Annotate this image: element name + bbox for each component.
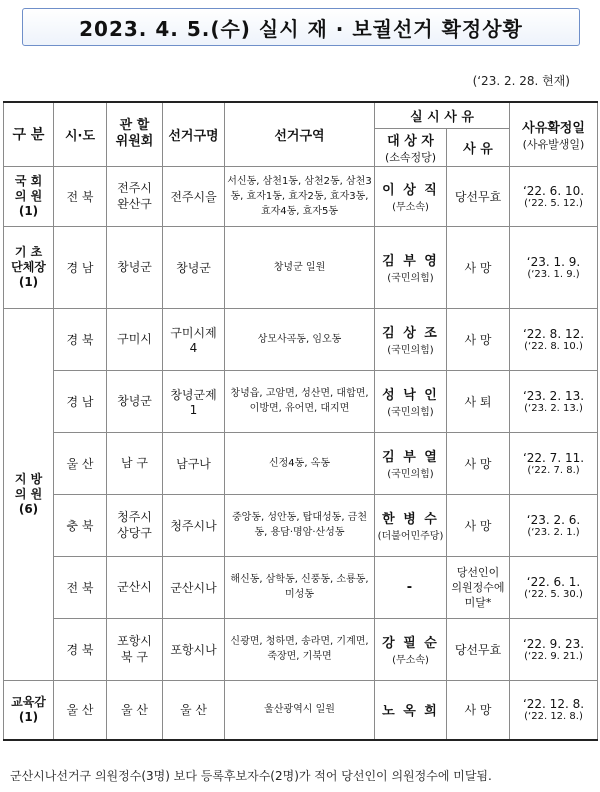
table-row: [4, 556, 598, 618]
cell-committee: 울 산: [107, 680, 163, 740]
table-row: [4, 494, 598, 556]
cell-sido: 전 북: [54, 166, 107, 226]
cell-subject: -: [375, 556, 447, 618]
cell-committee: 구미시: [107, 308, 163, 370]
table-row: [4, 226, 598, 308]
cell-reason: 당선인이 의원정수에 미달*: [447, 556, 510, 618]
cell-subject: 강 필 순 (무소속): [375, 618, 447, 680]
header-reason: 사 유: [447, 128, 510, 166]
cell-subject: 한 병 수 (더불어민주당): [375, 494, 447, 556]
category-local-council: 지 방 의 원 (6): [4, 308, 54, 680]
category-education: 교육감 (1): [4, 680, 54, 740]
cell-subject: 성 낙 인 (국민의힘): [375, 370, 447, 432]
category-national: 국 회 의 원 (1): [4, 166, 54, 226]
cell-district: 창녕군제 1: [163, 370, 225, 432]
cell-date: ‘22. 12. 8. (‘22. 12. 8.): [510, 680, 598, 740]
cell-sido: 전 북: [54, 556, 107, 618]
as-of-date: (‘23. 2. 28. 현재): [472, 74, 570, 88]
cell-date: ‘23. 1. 9. (‘23. 1. 9.): [510, 226, 598, 308]
by-election-table: [3, 101, 598, 741]
page-title: 2023. 4. 5.(수) 실시 재 · 보궐선거 확정상황: [79, 16, 523, 41]
cell-reason: 사 망: [447, 680, 510, 740]
cell-committee: 남 구: [107, 432, 163, 494]
cell-district: 청주시나: [163, 494, 225, 556]
cell-area: 신광면, 청하면, 송라면, 기계면, 죽장면, 기북면: [225, 618, 375, 680]
cell-reason: 사 망: [447, 432, 510, 494]
cell-committee: 포항시 북 구: [107, 618, 163, 680]
cell-sido: 울 산: [54, 680, 107, 740]
cell-reason: 사 망: [447, 494, 510, 556]
cell-reason: 사 망: [447, 226, 510, 308]
cell-area: 해신동, 삼학동, 신풍동, 소룡동, 미성동: [225, 556, 375, 618]
cell-area: 상모사곡동, 임오동: [225, 308, 375, 370]
cell-subject: 노 옥 희: [375, 680, 447, 740]
cell-area: 서신동, 삼천1동, 삼천2동, 삼천3동, 효자1동, 효자2동, 효자3동, 효자4동, 효자5동: [225, 166, 375, 226]
cell-area: 울산광역시 일원: [225, 680, 375, 740]
cell-committee: 창녕군: [107, 370, 163, 432]
cell-sido: 울 산: [54, 432, 107, 494]
cell-date: ‘22. 7. 11. (‘22. 7. 8.): [510, 432, 598, 494]
cell-date: ‘22. 6. 10. (‘22. 5. 12.): [510, 166, 598, 226]
header-district-area: 선거구역: [225, 102, 375, 166]
title-box: [22, 8, 580, 46]
cell-committee: 전주시 완산구: [107, 166, 163, 226]
cell-sido: 경 북: [54, 308, 107, 370]
cell-area: 신정4동, 옥동: [225, 432, 375, 494]
category-basic-head: 기 초 단체장 (1): [4, 226, 54, 308]
cell-area: 창녕읍, 고암면, 성산면, 대합면, 이방면, 유어면, 대지면: [225, 370, 375, 432]
cell-committee: 군산시: [107, 556, 163, 618]
cell-date: ‘22. 6. 1. (‘22. 5. 30.): [510, 556, 598, 618]
header-committee: 관 할 위원회: [107, 102, 163, 166]
cell-district: 남구나: [163, 432, 225, 494]
cell-sido: 경 남: [54, 370, 107, 432]
cell-subject: 이 상 직 (무소속): [375, 166, 447, 226]
cell-reason: 사 망: [447, 308, 510, 370]
header-date: 사유확정일 (사유발생일): [510, 102, 598, 166]
cell-date: ‘22. 8. 12. (‘22. 8. 10.): [510, 308, 598, 370]
cell-district: 울 산: [163, 680, 225, 740]
cell-reason: 사 퇴: [447, 370, 510, 432]
cell-sido: 경 북: [54, 618, 107, 680]
cell-reason: 당선무효: [447, 166, 510, 226]
header-reason-group: 실 시 사 유: [375, 102, 510, 128]
table-row: [4, 618, 598, 680]
cell-committee: 청주시 상당구: [107, 494, 163, 556]
header-subject: 대 상 자 (소속정당): [375, 128, 447, 166]
cell-district: 포항시나: [163, 618, 225, 680]
header-category: 구 분: [4, 102, 54, 166]
table-row: [4, 166, 598, 226]
cell-date: ‘23. 2. 13. (‘23. 2. 13.): [510, 370, 598, 432]
table-row: [4, 370, 598, 432]
cell-committee: 창녕군: [107, 226, 163, 308]
cell-area: 창녕군 일원: [225, 226, 375, 308]
cell-district: 창녕군: [163, 226, 225, 308]
footnote: 군산시나선거구 의원정수(3명) 보다 등록후보자수(2명)가 적어 당선인이 의원정수에 미달됨.: [10, 769, 492, 783]
cell-reason: 당선무효: [447, 618, 510, 680]
header-district-name: 선거구명: [163, 102, 225, 166]
cell-district: 군산시나: [163, 556, 225, 618]
header-sido: 시·도: [54, 102, 107, 166]
table-row: [4, 308, 598, 370]
table-row: [4, 432, 598, 494]
cell-date: ‘22. 9. 23. (‘22. 9. 21.): [510, 618, 598, 680]
cell-subject: 김 상 조 (국민의힘): [375, 308, 447, 370]
cell-subject: 김 부 영 (국민의힘): [375, 226, 447, 308]
cell-district: 전주시을: [163, 166, 225, 226]
cell-sido: 충 북: [54, 494, 107, 556]
table-row: [4, 680, 598, 740]
cell-district: 구미시제 4: [163, 308, 225, 370]
cell-date: ‘23. 2. 6. (‘23. 2. 1.): [510, 494, 598, 556]
cell-subject: 김 부 열 (국민의힘): [375, 432, 447, 494]
cell-sido: 경 남: [54, 226, 107, 308]
cell-area: 중앙동, 성안동, 탑대성동, 금천동, 용담·명암·산성동: [225, 494, 375, 556]
